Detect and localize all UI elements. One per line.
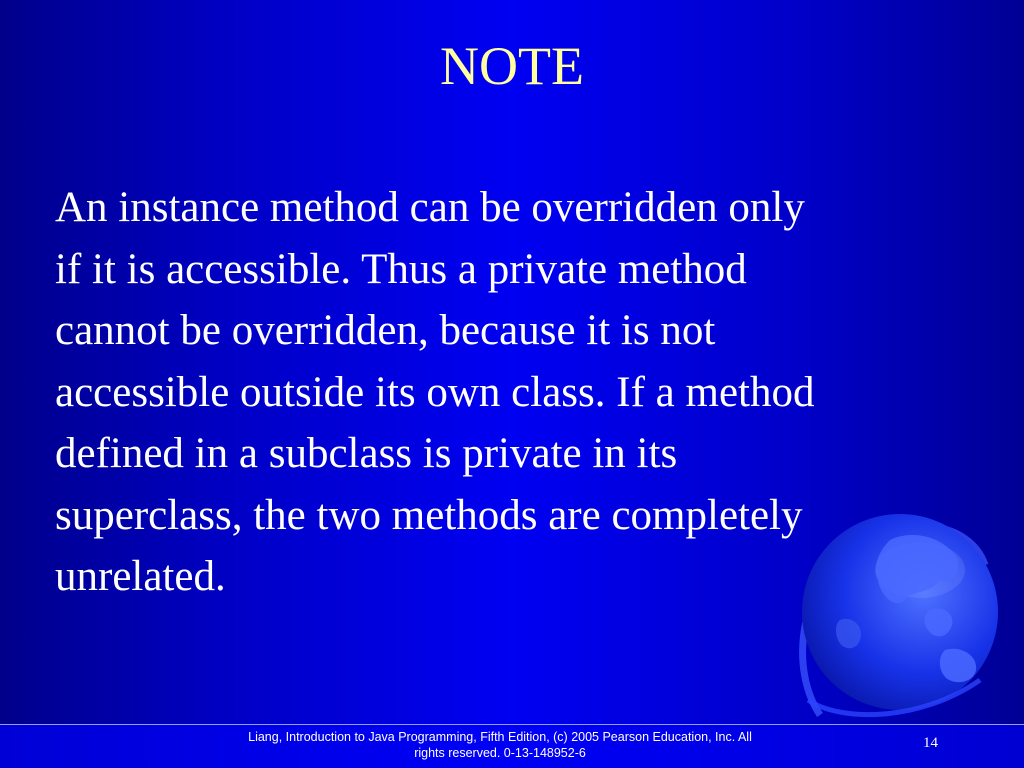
body-line: An instance method can be overridden only — [55, 184, 805, 231]
body-line: defined in a subclass is private in its — [55, 430, 678, 477]
slide-title: NOTE — [440, 36, 584, 96]
globe-icon — [780, 500, 1010, 730]
body-line: accessible outside its own class. If a method — [55, 368, 815, 416]
copyright-text — [200, 729, 800, 761]
body-line: cannot be overridden, because it is not — [55, 307, 716, 354]
body-line: superclass, the two methods are completely — [55, 491, 803, 539]
body-line: if it is accessible. Thus a private method — [55, 245, 747, 293]
copyright-line: rights reserved. 0-13-148952-6 — [414, 746, 586, 760]
footer-bar — [0, 724, 1024, 768]
page-number: 14 — [923, 735, 938, 751]
body-line: unrelated. — [55, 553, 226, 600]
copyright-line: Liang, Introduction to Java Programming, Fifth Edition, (c) 2005 Pearson Education, Inc. All — [248, 730, 752, 744]
